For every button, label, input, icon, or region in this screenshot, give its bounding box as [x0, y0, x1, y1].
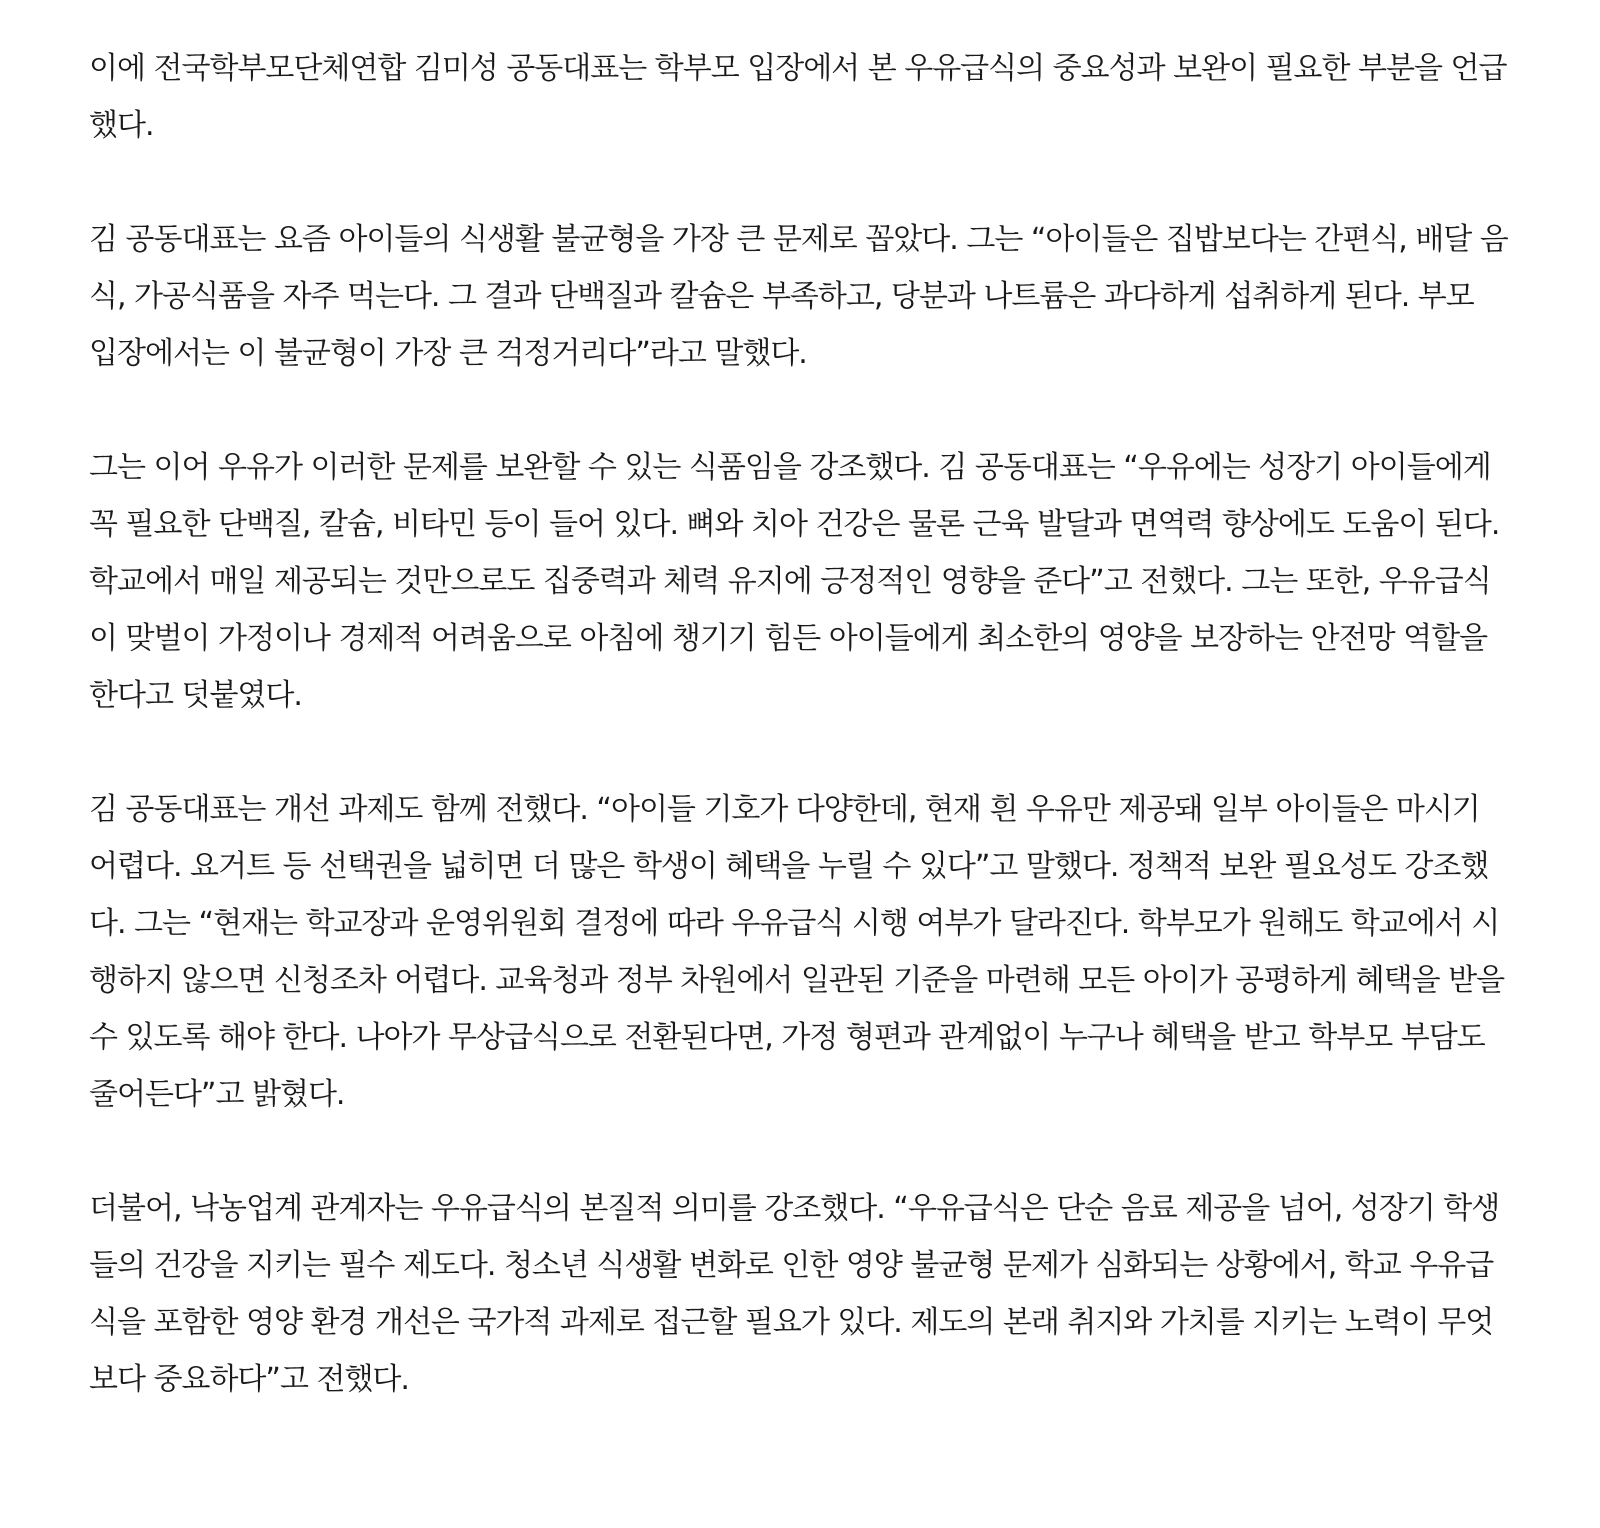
article-paragraph: 그는 이어 우유가 이러한 문제를 보완할 수 있는 식품임을 강조했다. 김 공동대표는 “우유에는 성장기 아이들에게 꼭 필요한 단백질, 칼슘, 비타민 등이 들어 있다. 뼈와 치아 건강은 물론 근육 발달과 면역력 향상에도 도움이 된다. 학교에서 매일 제공되는 것만으로도 집중력과 체력 유지에 긍정적인 영향을 준다”고 전했다. 그는 또한, 우유급식이 맞벌이 가정이나 경제적 어려움으로 아침에 챙기기 힘든 아이들에게 최소한의 영양을 보장하는 안전망 역할을 한다고 덧붙였다. — [89, 450, 1500, 713]
article-paragraph: 김 공동대표는 요즘 아이들의 식생활 불균형을 가장 큰 문제로 꼽았다. 그는 “아이들은 집밥보다는 간편식, 배달 음식, 가공식품을 자주 먹는다. 그 결과 단백질과 칼슘은 부족하고, 당분과 나트륨은 과다하게 섭취하게 된다. 부모 입장에서는 이 불균형이 가장 큰 걱정거리다”라고 말했다. — [89, 222, 1508, 371]
article-paragraph: 이에 전국학부모단체연합 김미성 공동대표는 학부모 입장에서 본 우유급식의 중요성과 보완이 필요한 부분을 언급했다. — [89, 51, 1507, 143]
article-paragraph: 더불어, 낙농업계 관계자는 우유급식의 본질적 의미를 강조했다. “우유급식은 단순 음료 제공을 넘어, 성장기 학생들의 건강을 지키는 필수 제도다. 청소년 식생활 변화로 인한 영양 불균형 문제가 심화되는 상황에서, 학교 우유급식을 포함한 영양 환경 개선은 국가적 과제로 접근할 필요가 있다. 제도의 본래 취지와 가치를 지키는 노력이 무엇보다 중요하다”고 전했다. — [89, 1191, 1500, 1397]
article-body — [89, 40, 1509, 1408]
article-paragraph: 김 공동대표는 개선 과제도 함께 전했다. “아이들 기호가 다양한데, 현재 흰 우유만 제공돼 일부 아이들은 마시기 어렵다. 요거트 등 선택권을 넓히면 더 많은 학생이 혜택을 누릴 수 있다”고 말했다. 정책적 보완 필요성도 강조했다. 그는 “현재는 학교장과 운영위원회 결정에 따라 우유급식 시행 여부가 달라진다. 학부모가 원해도 학교에서 시행하지 않으면 신청조차 어렵다. 교육청과 정부 차원에서 일관된 기준을 마련해 모든 아이가 공평하게 혜택을 받을 수 있도록 해야 한다. 나아가 무상급식으로 전환된다면, 가정 형편과 관계없이 누구나 혜택을 받고 학부모 부담도 줄어든다”고 밝혔다. — [89, 792, 1505, 1112]
